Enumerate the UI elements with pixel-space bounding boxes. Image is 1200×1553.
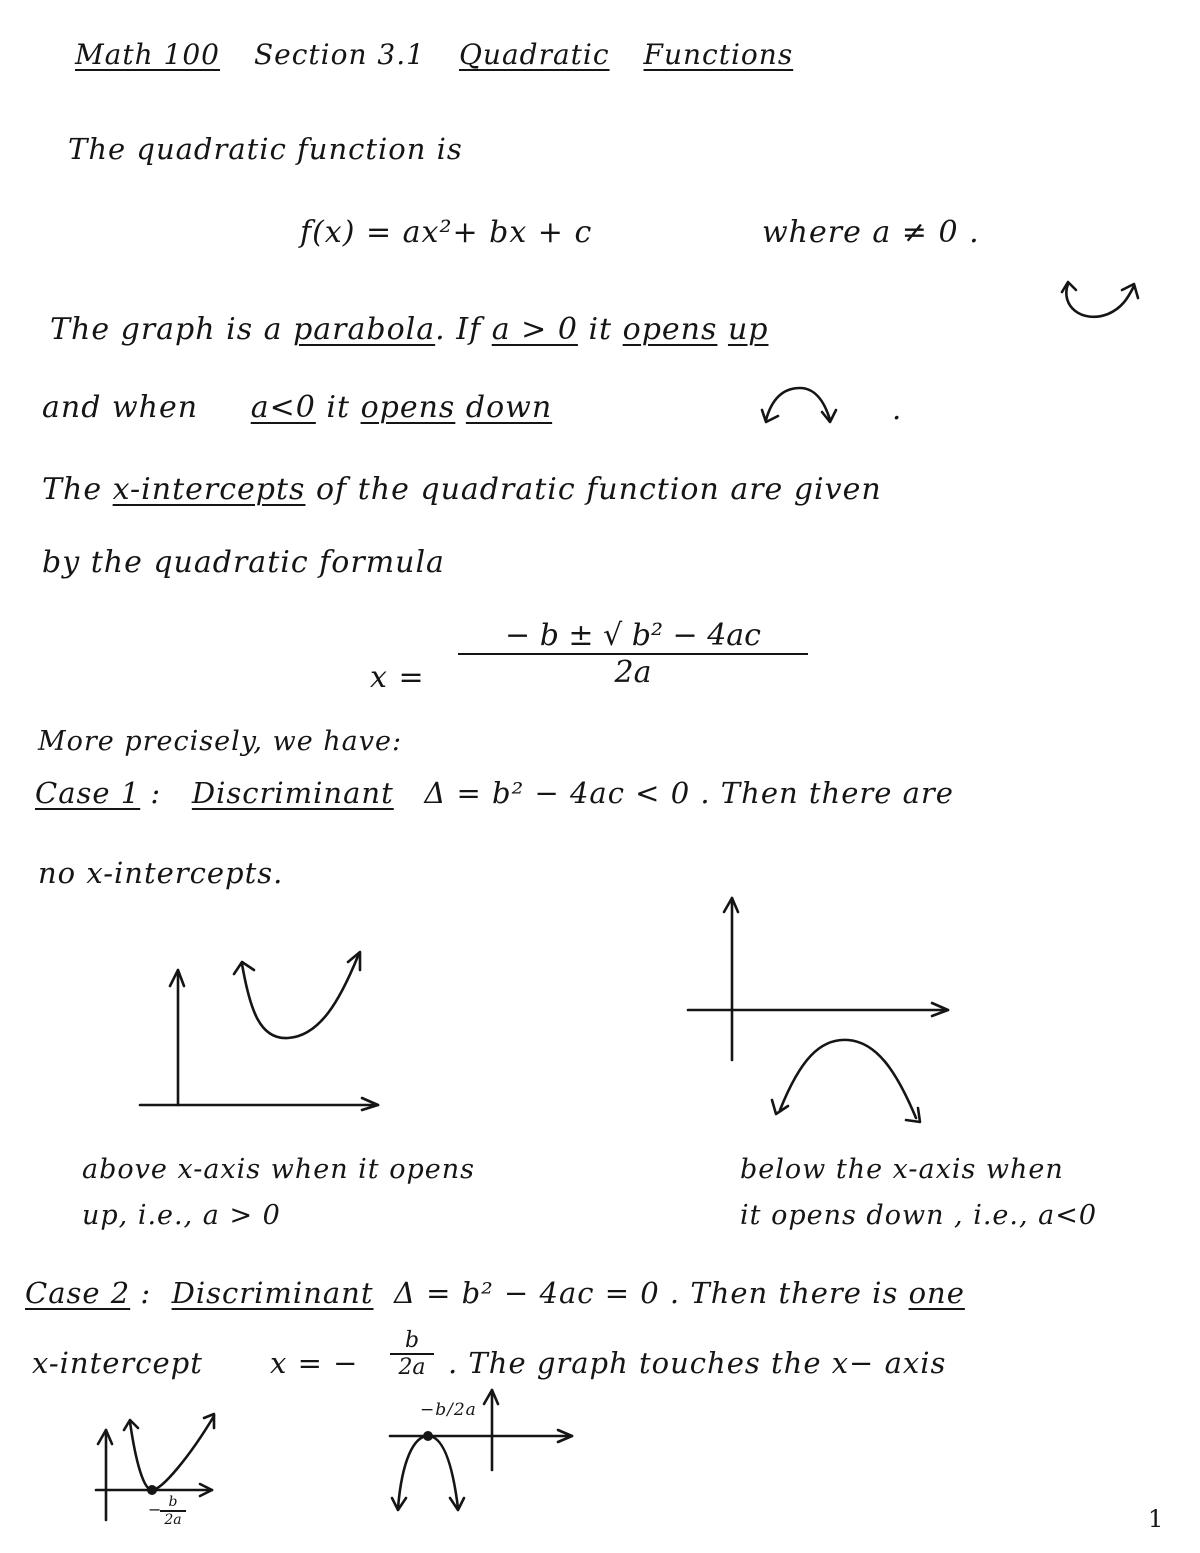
- it-word: it: [326, 390, 351, 425]
- a-negative: a<0: [250, 390, 316, 425]
- a-positive: a > 0: [491, 312, 578, 347]
- up-parabola-curve: [242, 956, 358, 1038]
- xint-line: [42, 472, 882, 507]
- case2-vertex-fraction: [390, 1328, 434, 1380]
- formula-lhs: x =: [370, 660, 425, 695]
- title-topic-1: Quadratic: [458, 38, 610, 71]
- graph-text: The graph is a: [50, 312, 283, 347]
- xint-the: The: [42, 472, 103, 507]
- title-topic-2: Functions: [643, 38, 794, 71]
- case1-line: [35, 776, 954, 810]
- graph-line: [50, 312, 768, 347]
- case2-frac-num: b: [404, 1328, 420, 1353]
- definition-condition: where a ≠ 0 .: [762, 215, 980, 250]
- down-parabola-curve: [780, 1040, 916, 1118]
- case1-colon: :: [150, 776, 162, 810]
- graph-if: . If: [435, 312, 482, 347]
- x-intercepts-word: x-intercepts: [112, 472, 306, 507]
- case2-label: Case 2: [25, 1276, 131, 1310]
- definition-formula: f(x) = ax²+ bx + c: [300, 215, 593, 250]
- parabola-word: parabola: [293, 312, 436, 347]
- case2-touches-text: . The graph touches the x− axis: [448, 1346, 947, 1380]
- above-caption-2: up, i.e., a > 0: [82, 1200, 281, 1231]
- quadratic-formula-fraction: [458, 618, 808, 690]
- case1-expression: Δ = b² − 4ac < 0 . Then there are: [424, 776, 954, 810]
- vertex-point: [423, 1431, 433, 1441]
- case2-x-eq: x = −: [270, 1346, 359, 1380]
- page-number: 1: [1148, 1505, 1165, 1533]
- case2-discriminant: Discriminant: [171, 1276, 374, 1310]
- xint-line-2: by the quadratic formula: [42, 545, 445, 580]
- vertex-point: [147, 1485, 157, 1495]
- case1-label: Case 1: [35, 776, 141, 810]
- below-caption-1: below the x-axis when: [740, 1154, 1064, 1185]
- case2-expression: Δ = b² − 4ac = 0 . Then there is: [393, 1276, 899, 1310]
- period-mark: .: [892, 392, 903, 426]
- xint-rest: of the quadratic function are given: [316, 472, 882, 507]
- below-caption-2: it opens down , i.e., a<0: [740, 1200, 1098, 1231]
- title-section: Section 3.1: [254, 38, 425, 71]
- opens-up-arrow-icon: [1060, 278, 1150, 328]
- sketch1-label-den: 2a: [164, 1512, 182, 1528]
- above-caption-1: above x-axis when it opens: [82, 1154, 476, 1185]
- page-title: [75, 38, 827, 71]
- intro-line: The quadratic function is: [68, 132, 463, 166]
- case2-one: one: [908, 1276, 965, 1310]
- precisely-line: More precisely, we have:: [38, 726, 403, 757]
- formula-numerator: − b ± √ b² − 4ac: [505, 618, 761, 653]
- case1-down-parabola-sketch: [680, 890, 960, 1130]
- case2-colon: :: [140, 1276, 152, 1310]
- formula-denominator: 2a: [614, 655, 652, 690]
- sketch1-label-sign: −: [148, 1500, 163, 1519]
- opens-word: opens: [622, 312, 718, 347]
- title-course: Math 100: [75, 38, 220, 71]
- opens-word-2: opens: [360, 390, 456, 425]
- sketch1-vertex-label: [160, 1494, 186, 1528]
- sketch1-label-num: b: [168, 1494, 178, 1510]
- case2-frac-den: 2a: [398, 1355, 426, 1380]
- down-word: down: [465, 390, 553, 425]
- sketch2-vertex-label: −b/2a: [420, 1400, 477, 1420]
- opens-it: it: [588, 312, 613, 347]
- case1-discriminant: Discriminant: [191, 776, 394, 810]
- up-word: up: [727, 312, 769, 347]
- and-when-text: and when: [42, 390, 199, 425]
- opens-down-arrow-icon: [760, 382, 840, 428]
- case2-line: [25, 1276, 965, 1310]
- case2-down-parabola-sketch: [380, 1380, 580, 1520]
- case2-xint-line: [32, 1346, 203, 1380]
- case1-up-parabola-sketch: [130, 940, 390, 1120]
- case2-xint-word: x-intercept: [32, 1346, 203, 1380]
- case1-continuation: no x-intercepts.: [38, 856, 284, 890]
- and-when-line: [42, 390, 552, 425]
- up-parabola-curve: [130, 1416, 214, 1490]
